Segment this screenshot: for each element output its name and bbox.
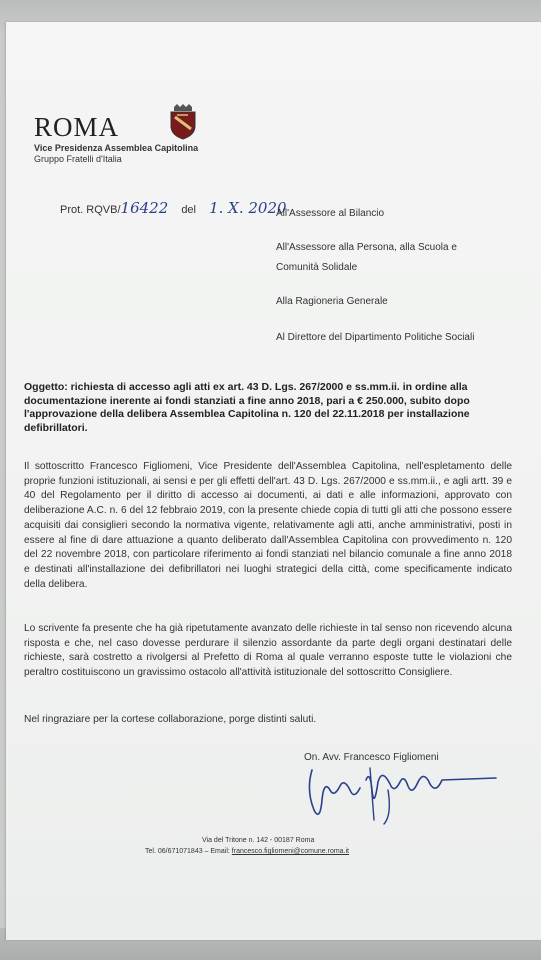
recipient-1: All'Assessore al Bilancio (276, 208, 385, 219)
footer-phone: Tel. 06/671071843 – Email: (145, 848, 232, 855)
footer-contact (145, 848, 349, 855)
recipient-2-cont: Comunità Solidale (276, 262, 358, 273)
body-paragraph-1: Il sottoscritto Francesco Figliomeni, Vice Presidente dell'Assemblea Capitolina, nell'espletamento delle proprie funzioni istituzionali, ai sensi e per gli effetti dell'art. 43 D. Lgs. 267/2000 e ss.mm.ii., e agli artt. 39 e 40 del Regolamento per il diritto di accesso ai documenti, ai dati e alle informazioni, approvato con deliberazione A.C. n. 6 del 12 febbraio 2019, con la presente chiede copia di tutti gli atti che possono essere acquisiti dai consiglieri secondo la normativa vigente, relativamente agli atti, anche amministrativi, posti in essere al fine di dare attuazione a quanto deliberato dall'Assemblea Capitolina con provvedimento n. 120 del 22 novembre 2018, con particolare riferimento ai fondi stanziati nel bilancio comunale a fine anno 2018 e destinati all'installazione dei defibrillatori nei luoghi strategici della città, come specificamente indicato della delibera. (24, 461, 512, 590)
footer-email-link[interactable]: francesco.figliomeni@comune.roma.it (231, 848, 350, 855)
recipient-4: Al Direttore del Dipartimento Politiche Sociali (276, 332, 475, 343)
letterhead-group: Gruppo Fratelli d'Italia (34, 154, 122, 164)
body-paragraph-3: Nel ringraziare per la cortese collaborazione, porge distinti saluti. (24, 714, 317, 725)
letterhead-city: ROMA (34, 112, 120, 142)
signature-name: On. Avv. Francesco Figliomeni (304, 752, 439, 763)
letterhead-office: Vice Presidenza Assemblea Capitolina (34, 143, 199, 153)
protocol-line (60, 199, 287, 217)
recipient-2: All'Assessore alla Persona, alla Scuola e (276, 242, 457, 253)
handwritten-signature (300, 760, 500, 830)
protocol-date: 1. X. 2020 (209, 199, 287, 217)
footer-address: Via del Tritone n. 142 - 00187 Roma (202, 837, 315, 844)
subject-heading: Oggetto: richiesta di accesso agli atti ex art. 43 D. Lgs. 267/2000 e ss.mm.ii. in ordine alla documentazione inerente ai fondi stanziati a fine anno 2018, pari a € 250.000, subito dopo l'approvazione della delibera Assemblea Capitolina n. 120 del 22.11.2018 per installazione defibrillatori. (24, 381, 470, 434)
protocol-del-label: del (181, 204, 196, 216)
recipient-3: Alla Ragioneria Generale (276, 296, 388, 307)
protocol-number: 16422 (120, 199, 169, 217)
protocol-prefix: Prot. RQVB/ (60, 204, 121, 216)
body-paragraph-2: Lo scrivente fa presente che ha già ripetutamente avanzato delle richieste in tal senso non ricevendo alcuna risposta e che, nel caso dovesse perdurare il silenzio assordante da parte degli organi destinatari delle richieste, sarà costretto a rivolgersi al Prefetto di Roma al quale verranno esposte tutte le violazioni che peraltro costituiscono un gravissimo ostacolo all'attività istituzionale del sottoscritto Consigliere. (24, 623, 512, 679)
roma-crest-icon (168, 104, 198, 140)
